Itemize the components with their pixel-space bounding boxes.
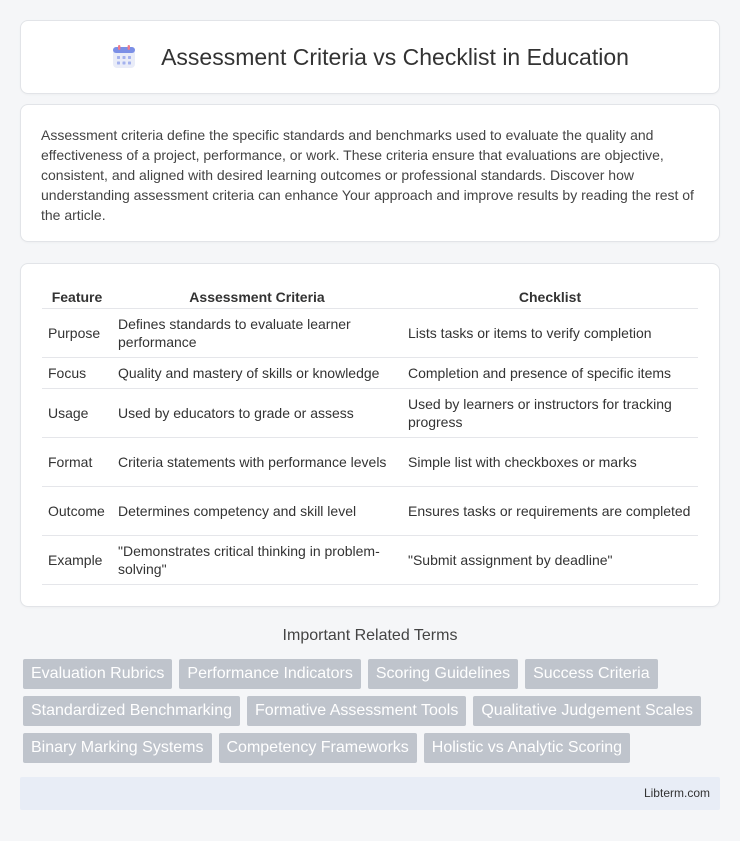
- calendar-icon: [111, 44, 137, 70]
- intro-card: [20, 104, 720, 242]
- criteria-cell: Used by educators to grade or assess: [112, 388, 402, 437]
- column-header-checklist: Checklist: [402, 284, 698, 308]
- comparison-table-card: [20, 263, 720, 607]
- feature-cell: Purpose: [42, 308, 112, 357]
- related-term-tag[interactable]: Standardized Benchmarking: [23, 696, 240, 726]
- table-row: [42, 535, 698, 584]
- related-term-tag[interactable]: Scoring Guidelines: [368, 659, 518, 689]
- checklist-cell: Completion and presence of specific items: [402, 357, 698, 388]
- table-row: [42, 357, 698, 388]
- table-row: [42, 388, 698, 437]
- column-header-feature: Feature: [42, 284, 112, 308]
- table-row: [42, 486, 698, 535]
- related-term-tag[interactable]: Qualitative Judgement Scales: [473, 696, 701, 726]
- table-header-row: [42, 284, 698, 308]
- related-term-tag[interactable]: Performance Indicators: [179, 659, 360, 689]
- criteria-cell: Criteria statements with performance levels: [112, 437, 402, 486]
- checklist-cell: Ensures tasks or requirements are completed: [402, 486, 698, 535]
- criteria-cell: Defines standards to evaluate learner performance: [112, 308, 402, 357]
- criteria-cell: "Demonstrates critical thinking in problem-solving": [112, 535, 402, 584]
- related-term-tag[interactable]: Binary Marking Systems: [23, 733, 212, 763]
- header-card: [20, 20, 720, 94]
- footer-site-link[interactable]: Libterm.com: [643, 786, 710, 800]
- criteria-cell: Quality and mastery of skills or knowledge: [112, 357, 402, 388]
- table-row: [42, 308, 698, 357]
- checklist-cell: Simple list with checkboxes or marks: [402, 437, 698, 486]
- related-term-tag[interactable]: Evaluation Rubrics: [23, 659, 172, 689]
- checklist-cell: Lists tasks or items to verify completion: [402, 308, 698, 357]
- page-title: Assessment Criteria vs Checklist in Education: [161, 43, 629, 70]
- footer: [20, 777, 720, 810]
- feature-cell: Outcome: [42, 486, 112, 535]
- related-terms-list: [23, 659, 723, 770]
- comparison-table: [42, 284, 698, 585]
- intro-text: Assessment criteria define the specific standards and benchmarks used to evaluate the quality and effectiveness of a project, performance, or work. These criteria ensure that evaluations are objective, consistent, and aligned with desired learning outcomes or professional standards. Discover how understanding assessment criteria can enhance Your approach and improve results by reading the rest of the article.: [41, 127, 694, 223]
- column-header-assessment-criteria: Assessment Criteria: [112, 284, 402, 308]
- related-term-tag[interactable]: Holistic vs Analytic Scoring: [424, 733, 630, 763]
- checklist-cell: "Submit assignment by deadline": [402, 535, 698, 584]
- feature-cell: Format: [42, 437, 112, 486]
- criteria-cell: Determines competency and skill level: [112, 486, 402, 535]
- related-term-tag[interactable]: Formative Assessment Tools: [247, 696, 466, 726]
- table-row: [42, 437, 698, 486]
- feature-cell: Usage: [42, 388, 112, 437]
- related-term-tag[interactable]: Success Criteria: [525, 659, 657, 689]
- feature-cell: Focus: [42, 357, 112, 388]
- related-terms-title: Important Related Terms: [282, 627, 458, 644]
- checklist-cell: Used by learners or instructors for tracking progress: [402, 388, 698, 437]
- related-term-tag[interactable]: Competency Frameworks: [219, 733, 417, 763]
- feature-cell: Example: [42, 535, 112, 584]
